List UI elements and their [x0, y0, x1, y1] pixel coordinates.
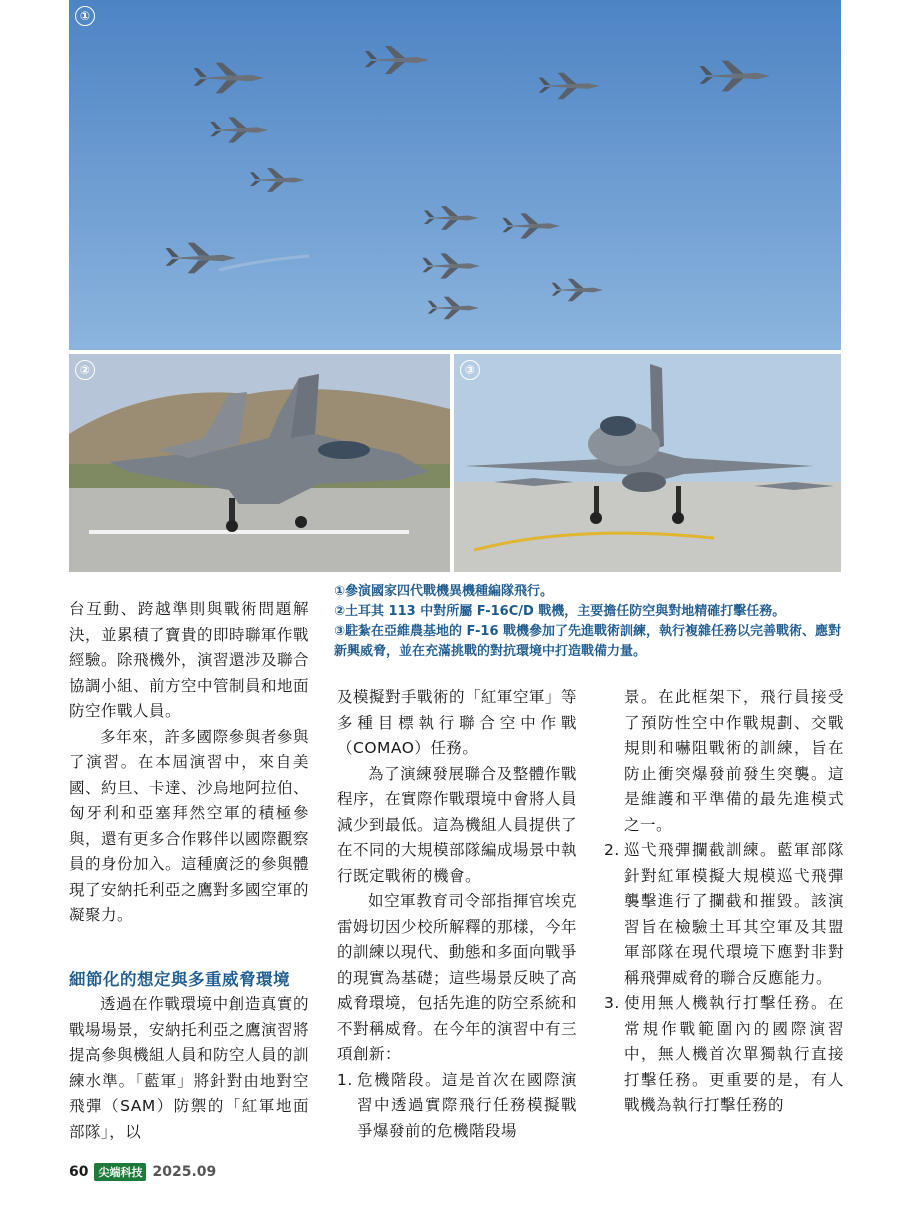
page-footer [69, 1163, 216, 1181]
article-column-2 [337, 685, 577, 1144]
article-column-1 [69, 597, 309, 929]
paragraph: 透過在作戰環境中創造真實的戰場場景，安納托利亞之鷹演習將提高參與機組人員和防空人員的訓練水準。「藍軍」將針對由地對空飛彈（SAM）防禦的「紅軍地面部隊」，以 [69, 995, 310, 1141]
paragraph: 台互動、跨越準則與戰術問題解決，並累積了寶貴的即時聯軍作戰經驗。除飛機外，演習還涉及聯合協調小組、前方空中管制員和地面防空作戰人員。 [69, 600, 310, 720]
list-item-continuation [604, 685, 844, 838]
page-number: 60 [69, 1164, 89, 1180]
photo-number-badge: ② [75, 360, 95, 380]
photo-number-badge: ③ [460, 360, 480, 380]
paragraph: 及模擬對手戰術的「紅軍空軍」等多種目標執行聯合空中作戰（COMAO）任務。 [337, 688, 578, 757]
list-item [337, 1068, 577, 1145]
paragraph: 如空軍教育司令部指揮官埃克雷姆切因少校所解釋的那樣，今年的訓練以現代、動態和多面向戰爭的現實為基礎；這些場景反映了高威脅環境，包括先進的防空系統和不對稱威脅。在今年的演習中有三項創新： [337, 892, 578, 1063]
photo-number-badge: ① [75, 6, 95, 26]
list-text: 使用無人機執行打擊任務。在常規作戰範圍內的國際演習中，無人機首次單獨執行直接打擊任務。更重要的是，有人戰機為執行打擊任務的 [624, 994, 844, 1114]
list-text: 巡弋飛彈攔截訓練。藍軍部隊針對紅軍模擬大規模巡弋飛彈襲擊進行了攔截和摧毀。該演習旨在檢驗土耳其空軍及其盟軍部隊在現代環境下應對非對稱飛彈威脅的聯合反應能力。 [624, 841, 844, 987]
photo-f16-runway [69, 354, 450, 572]
photo-captions [334, 582, 846, 662]
caption-2: ②土耳其 113 中對所屬 F-16C/D 戰機，主要擔任防空與對地精確打擊任務。 [334, 604, 786, 619]
caption-3: ③駐紮在亞維農基地的 F-16 戰機參加了先進戰術訓練，執行複雜任務以完善戰術、應對新興威脅，並在充滿挑戰的對抗環境中打造戰備力量。 [334, 624, 842, 659]
photo-f16-front [454, 354, 841, 572]
list-text: 景。在此框架下，飛行員接受了預防性空中作戰規劃、交戰規則和嚇阻戰術的訓練，旨在防止衝突爆發前發生突襲。這是維護和平準備的最先進模式之一。 [624, 688, 844, 834]
list-number: 1. [337, 1070, 353, 1089]
article-column-3 [604, 685, 844, 1119]
photo-formation-flight [69, 0, 841, 350]
article-column-1-section [69, 992, 309, 1145]
section-heading: 細節化的想定與多重威脅環境 [69, 970, 290, 989]
list-item [604, 838, 844, 991]
paragraph: 多年來，許多國際參與者參與了演習。在本屆演習中，來自美國、約旦、卡達、沙烏地阿拉伯、匈牙利和亞塞拜然空軍的積極參與，還有更多合作夥伴以國際觀察員的身份加入。這種廣泛的參與體現了安納托利亞之鷹對多國空軍的凝聚力。 [69, 727, 310, 924]
list-text: 危機階段。這是首次在國際演習中透過實際飛行任務模擬戰爭爆發前的危機階段場 [357, 1070, 577, 1140]
list-item [604, 991, 844, 1119]
issue-date: 2025.09 [152, 1164, 217, 1180]
list-number: 2. [604, 841, 620, 859]
caption-1: ①參演國家四代戰機異機種編隊飛行。 [334, 584, 554, 599]
list-number: 3. [604, 994, 620, 1012]
magazine-logo: 尖端科技 [94, 1163, 146, 1181]
paragraph: 為了演練發展聯合及整體作戰程序，在實際作戰環境中會將人員減少到最低。這為機組人員提供了在不同的大規模部隊編成場景中執行既定戰術的機會。 [337, 764, 578, 885]
